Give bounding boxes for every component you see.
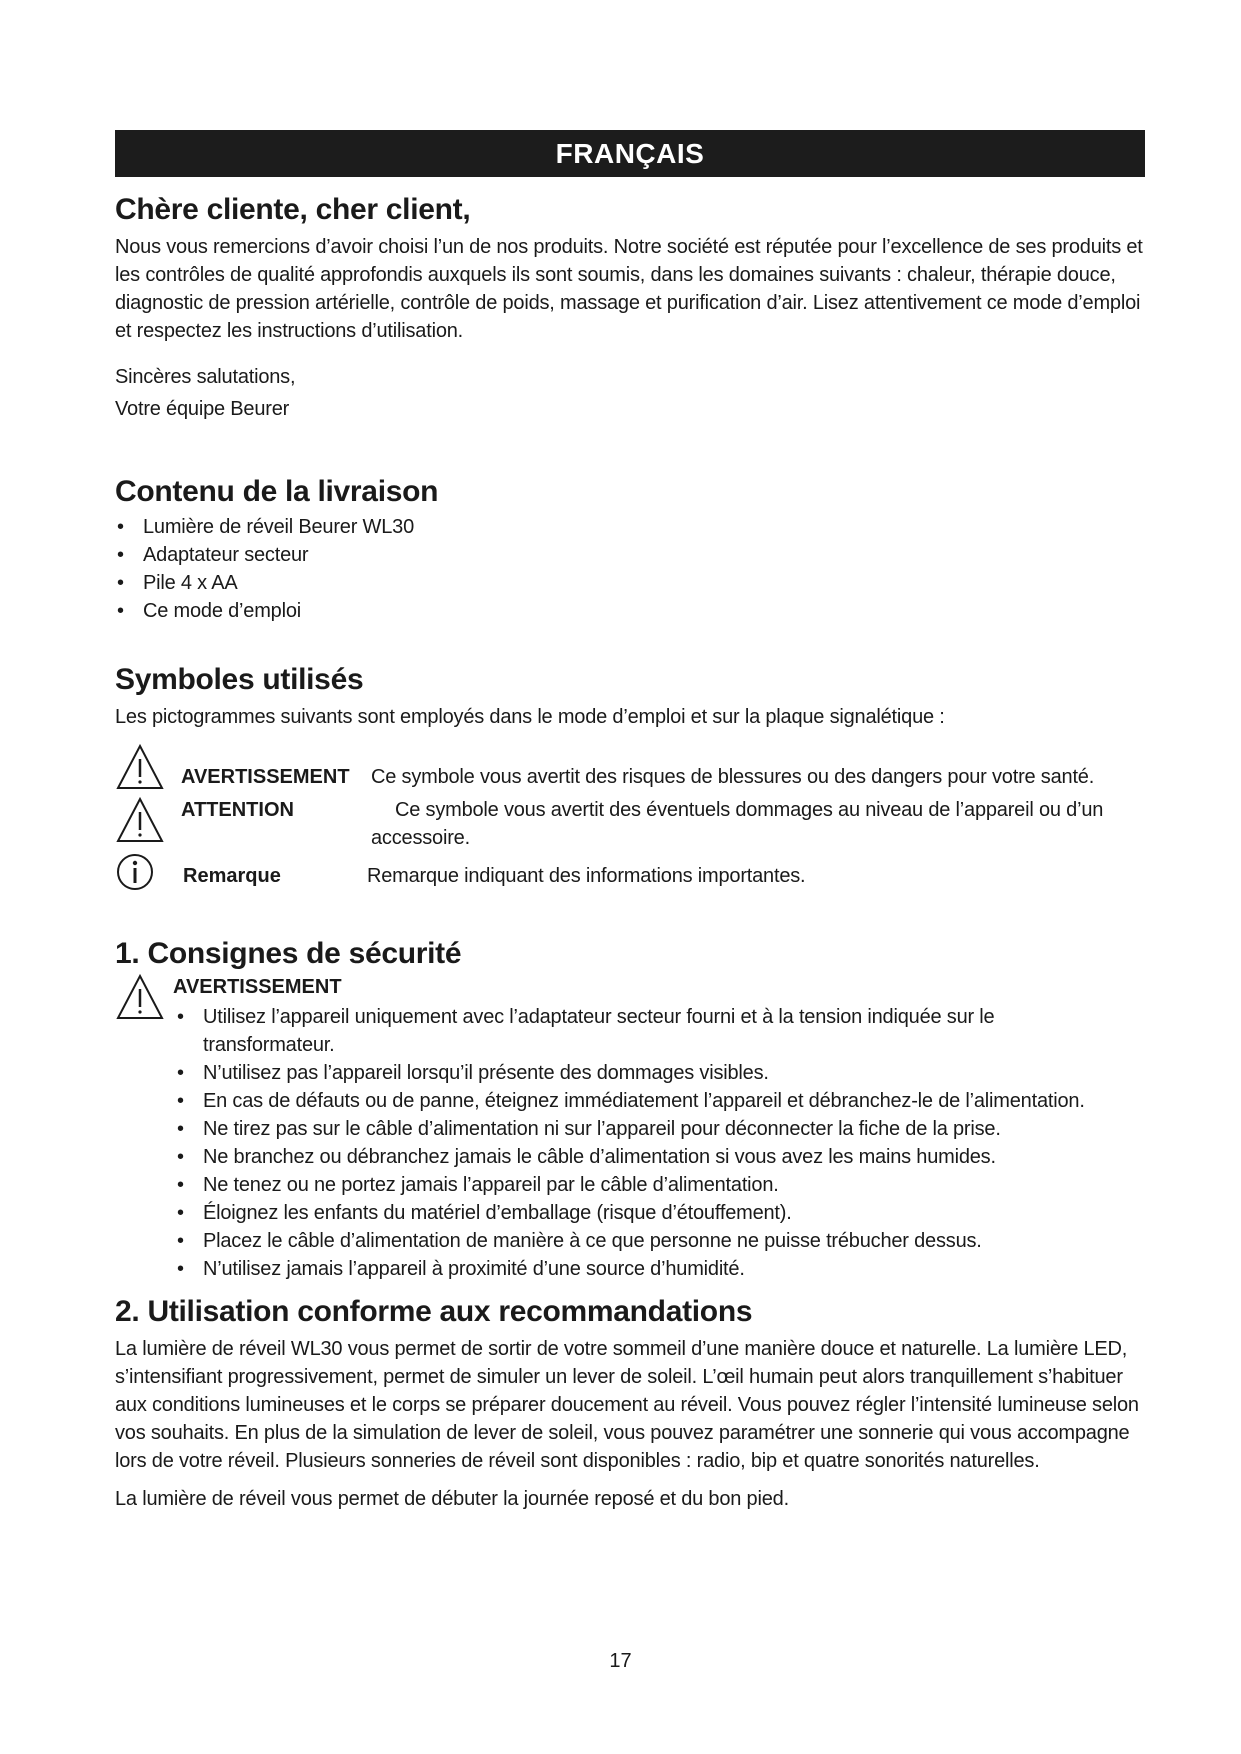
symbol-text: Ce symbole vous avertit des éventuels dommages au niveau de l’appareil ou d’un accessoire. (371, 799, 1104, 849)
safety-title: 1. Consignes de sécurité (115, 937, 462, 970)
symbol-row-attention (115, 796, 1145, 852)
symbols-table (115, 743, 1145, 901)
warning-triangle-icon (115, 743, 181, 796)
symbol-label: ATTENTION (181, 799, 294, 821)
greeting-title: Chère cliente, cher client, (115, 193, 471, 226)
list-item: • Ne branchez ou débranchez jamais le câble d’alimentation si vous avez les mains humides. (175, 1143, 1085, 1171)
delivery-list (115, 513, 1145, 625)
list-item: • Lumière de réveil Beurer WL30 (115, 513, 1145, 541)
list-item: • N’utilisez jamais l’appareil à proximité d’une source d’humidité. (175, 1255, 1085, 1283)
safety-content (173, 973, 1145, 1283)
symbol-text: Ce symbole vous avertit des risques de blessures ou des dangers pour votre santé. (371, 766, 1095, 788)
symbol-label: AVERTISSEMENT (181, 766, 350, 788)
list-item: • Utilisez l’appareil uniquement avec l’adaptateur secteur fourni et à la tension indiquée sur le transformateur. (175, 1003, 1085, 1059)
usage-body: La lumière de réveil WL30 vous permet de sortir de votre sommeil d’une manière douce et naturelle. La lumière LED, s’intensifiant progressivement, permet de simuler un lever de soleil. L’œil humain peut alors tranquillement s’habituer aux conditions lumineuses et le corps se préparer doucement au réveil. Vous pouvez régler l’intensité lumineuse selon vos souhaits. En plus de la simulation de lever de soleil, vous pouvez paramétrer une sonnerie qui vous accompagne lors de votre réveil. Plusieurs sonneries de réveil sont disponibles : radio, bip et quatre sonorités naturelles. (115, 1338, 1139, 1472)
symbol-label: Remarque (183, 865, 281, 887)
usage-title: 2. Utilisation conforme aux recommandations (115, 1295, 753, 1328)
warning-triangle-icon (115, 796, 181, 849)
list-item: • En cas de défauts ou de panne, éteignez immédiatement l’appareil et débranchez-le de l’alimentation. (175, 1087, 1085, 1115)
warning-triangle-icon (115, 973, 173, 1026)
greeting-closing-2: Votre équipe Beurer (115, 398, 290, 420)
list-item: • Placez le câble d’alimentation de manière à ce que personne ne puisse trébucher dessus. (175, 1227, 1085, 1255)
manual-page (115, 130, 1145, 1513)
symbol-row-warning (115, 743, 1145, 796)
safety-warning-label: AVERTISSEMENT (173, 976, 342, 998)
info-icon (115, 852, 181, 901)
list-item: • Ne tenez ou ne portez jamais l’appareil par le câble d’alimentation. (175, 1171, 1085, 1199)
symbol-text: Remarque indiquant des informations importantes. (367, 865, 806, 887)
greeting-closing-1: Sincères salutations, (115, 366, 296, 388)
symbol-row-remarque (115, 852, 1145, 901)
language-header-bar: FRANÇAIS (115, 130, 1145, 177)
list-item: • N’utilisez pas l’appareil lorsqu’il présente des dommages visibles. (175, 1059, 1085, 1087)
usage-closing: La lumière de réveil vous permet de débuter la journée reposé et du bon pied. (115, 1488, 789, 1510)
list-item: • Ne tirez pas sur le câble d’alimentation ni sur l’appareil pour déconnecter la fiche de la prise. (175, 1115, 1085, 1143)
list-item: • Pile 4 x AA (115, 569, 1145, 597)
list-item: • Éloignez les enfants du matériel d’emballage (risque d’étouffement). (175, 1199, 1085, 1227)
delivery-title: Contenu de la livraison (115, 475, 439, 508)
symbols-intro: Les pictogrammes suivants sont employés dans le mode d’emploi et sur la plaque signalétique : (115, 706, 945, 728)
safety-block (115, 973, 1145, 1283)
safety-list (173, 1003, 1085, 1283)
symbols-title: Symboles utilisés (115, 663, 364, 696)
list-item: • Adaptateur secteur (115, 541, 1145, 569)
greeting-body: Nous vous remercions d’avoir choisi l’un de nos produits. Notre société est réputée pour l’excellence de ses produits et les contrôles de qualité approfondis auxquels ils sont soumis, dans les domaines suivants : chaleur, thérapie douce, diagnostic de pression artérielle, contrôle de poids, massage et purification d’air. Lisez attentivement ce mode d’emploi et respectez les instructions d’utilisation. (115, 236, 1143, 342)
page-number: 17 (609, 1650, 632, 1672)
list-item: • Ce mode d’emploi (115, 597, 1145, 625)
